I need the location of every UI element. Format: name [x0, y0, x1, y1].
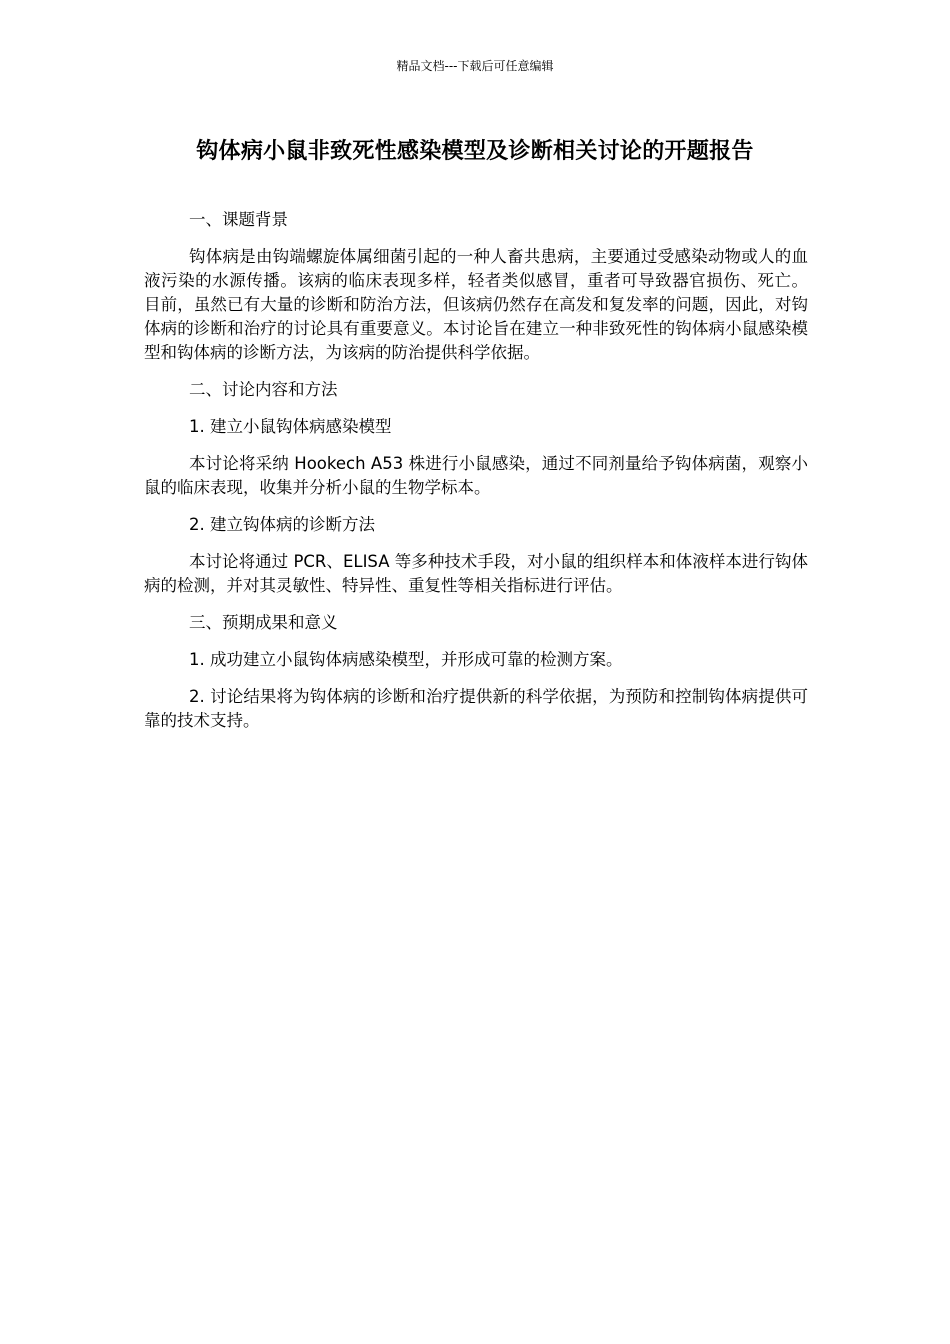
- paragraph-background: 钩体病是由钩端螺旋体属细菌引起的一种人畜共患病，主要通过受感染动物或人的血液污染的水源传播。该病的临床表现多样，轻者类似感冒，重者可导致器官损伤、死亡。 目前，虽然已有大量的诊断和防治方法，但该病仍然存在高发和复发率的问题，因此，对钩体病的诊断和治疗的讨论具有重要意义。本讨论旨在建立一种非致死性的钩体病小鼠感染模型和钩体病的诊断方法，为该病的防治提供科学依据。: [144, 247, 808, 362]
- header-note: 精品文档---下载后可任意编辑: [396, 59, 554, 73]
- paragraph-diagnosis: 本讨论将通过 PCR、ELISA 等多种技术手段，对小鼠的组织样本和体液样本进行钩体病的检测，并对其灵敏性、特异性、重复性等相关指标进行评估。: [144, 552, 808, 595]
- subheading-model: 1. 建立小鼠钩体病感染模型: [189, 417, 392, 436]
- section-heading-background: 一、课题背景: [189, 210, 288, 229]
- document-body: [144, 208, 808, 746]
- paragraph-model: 本讨论将采纳 Hookech A53 株进行小鼠感染，通过不同剂量给予钩体病菌，观察小鼠的临床表现，收集并分析小鼠的生物学标本。: [144, 454, 808, 497]
- outcome-item-1: 1. 成功建立小鼠钩体病感染模型，并形成可靠的检测方案。: [189, 650, 623, 669]
- subheading-diagnosis: 2. 建立钩体病的诊断方法: [189, 515, 375, 534]
- section-heading-methods: 二、讨论内容和方法: [189, 380, 338, 399]
- section-heading-outcomes: 三、预期成果和意义: [189, 613, 338, 632]
- document-title: 钩体病小鼠非致死性感染模型及诊断相关讨论的开题报告: [196, 139, 754, 164]
- outcome-item-2: 2. 讨论结果将为钩体病的诊断和治疗提供新的科学依据，为预防和控制钩体病提供可靠的技术支持。: [144, 687, 808, 730]
